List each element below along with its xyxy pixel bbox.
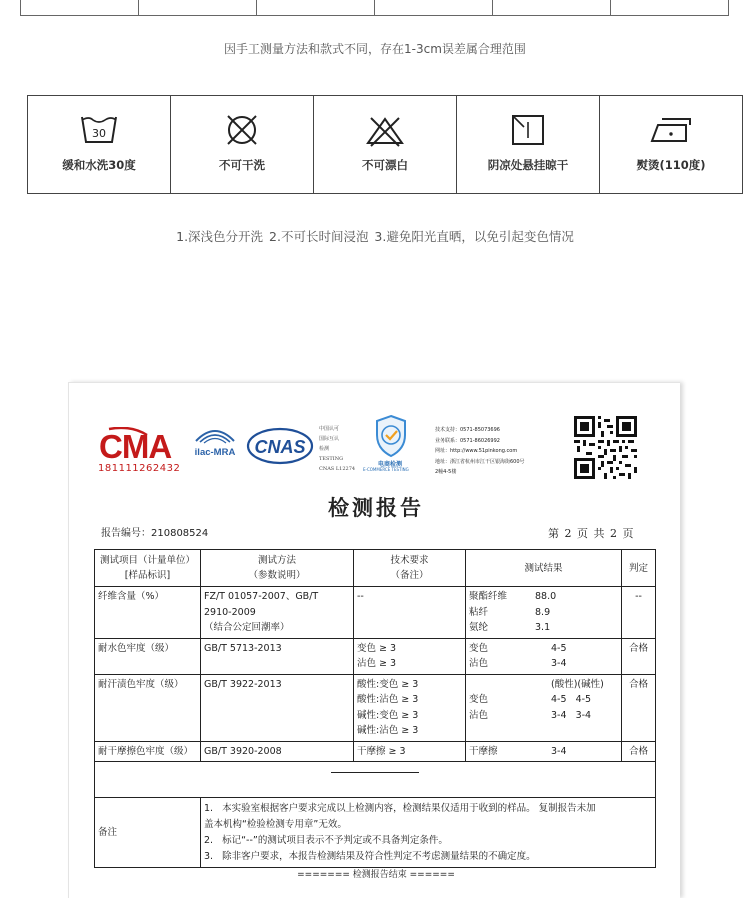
care-label: 缓和水洗30度 — [62, 158, 136, 172]
size-table-bottom — [20, 0, 729, 16]
qr-code-icon — [574, 416, 637, 479]
table-row — [95, 674, 656, 741]
wash-30-icon — [79, 113, 119, 145]
table-row — [95, 587, 656, 639]
row-method: GB/T 3922-2013 — [201, 674, 354, 741]
cma-number: 181111262432 — [98, 463, 181, 474]
report-table — [94, 549, 656, 868]
row-verdict: 合格 — [622, 674, 656, 741]
row-result: 聚酯纤维 88.0 粘纤 8.9 氨纶 3.1 — [466, 587, 622, 639]
blank-cell — [95, 762, 656, 798]
iron-icon — [648, 113, 694, 147]
no-bleach-icon — [363, 113, 407, 147]
size-table-cell — [139, 0, 257, 15]
wash-tips: 1.深浅色分开洗 2.不可长时间浸泡 3.避免阳光直晒，以免引起变色情况 — [176, 229, 574, 244]
page-number: 第 2 页 共 2 页 — [548, 527, 634, 540]
row-requirement: 干摩擦 ≥ 3 — [354, 741, 466, 762]
accreditation-text — [319, 424, 355, 474]
size-table-cell — [257, 0, 375, 15]
row-requirement: 变色 ≥ 3 沾色 ≥ 3 — [354, 638, 466, 674]
table-row — [95, 741, 656, 762]
row-item: 耐干摩擦色牢度（级） — [95, 741, 201, 762]
contact-line: 业务联系：0571-86026992 — [435, 437, 500, 444]
care-iron — [600, 96, 742, 193]
row-method: GB/T 5713-2013 — [201, 638, 354, 674]
cma-logo-text: CMA — [99, 428, 172, 463]
care-no-bleach — [314, 96, 457, 193]
header-item: 测试项目（计量单位） [样品标识] — [95, 550, 201, 587]
cma-logo — [97, 427, 179, 463]
accreditation-line: 国际互认 — [319, 436, 340, 442]
accreditation-line: 中国认可 — [319, 426, 340, 432]
care-label: 阴凉处悬挂晾干 — [487, 158, 569, 172]
contact-line: 2幢4-5楼 — [435, 469, 457, 475]
row-verdict: -- — [622, 587, 656, 639]
lab-contact — [435, 425, 525, 478]
row-result: 变色 4-5 沾色 3-4 — [466, 638, 622, 674]
row-result: 干摩擦 3-4 — [466, 741, 622, 762]
ecommerce-shield-icon — [373, 413, 409, 459]
header-requirement: 技术要求 （备注） — [354, 550, 466, 587]
cnas-logo — [246, 426, 314, 466]
size-note: 因手工测量方法和款式不同，存在1-3cm误差属合理范围 — [224, 42, 526, 56]
row-method: FZ/T 01057-2007、GB/T 2910-2009 （结合公定回潮率） — [201, 587, 354, 639]
report-end: ======= 检测报告结束 ====== — [297, 870, 455, 880]
header-result: 测试结果 — [466, 550, 622, 587]
size-table-cell — [611, 0, 728, 15]
ecommerce-label: 电商检测 — [378, 461, 403, 468]
row-method: GB/T 3920-2008 — [201, 741, 354, 762]
care-label: 熨烫(110度) — [636, 158, 706, 172]
remarks-label: 备注 — [95, 798, 201, 868]
accreditation-line: CNAS L12274 — [319, 466, 356, 472]
ecommerce-sub: E-COMMERCE TESTING — [363, 467, 409, 472]
header-verdict: 判定 — [622, 550, 656, 587]
care-wash-30 — [28, 96, 171, 193]
size-table-cell — [21, 0, 139, 15]
row-item: 纤维含量（%） — [95, 587, 201, 639]
care-no-dry-clean — [171, 96, 314, 193]
row-requirement: 酸性:变色 ≥ 3 酸性:沾色 ≥ 3 碱性:变色 ≥ 3 碱性:沾色 ≥ 3 — [354, 674, 466, 741]
contact-line: 技术支持：0571-85073696 — [435, 427, 500, 433]
row-item: 耐水色牢度（级） — [95, 638, 201, 674]
care-label: 不可漂白 — [362, 158, 408, 172]
test-report — [68, 382, 680, 898]
wash-temp: 30 — [92, 127, 106, 140]
contact-line: 网址：http://www.51pinkong.com — [435, 448, 518, 454]
care-instructions — [27, 95, 743, 194]
blank-row — [95, 762, 656, 798]
ilac-text: ilac-MRA — [194, 447, 236, 458]
report-title: 检测报告 — [328, 495, 424, 520]
cnas-text: CNAS — [254, 437, 306, 457]
table-header — [95, 550, 656, 587]
row-item: 耐汗渍色牢度（级） — [95, 674, 201, 741]
care-shade-hang-dry — [457, 96, 600, 193]
table-row — [95, 638, 656, 674]
contact-line: 地址：浙江省杭州市江干区银海街600号 — [435, 458, 525, 465]
accreditation-line: 检测 — [319, 446, 330, 452]
size-table-cell — [375, 0, 493, 15]
row-verdict: 合格 — [622, 638, 656, 674]
care-label: 不可干洗 — [219, 158, 265, 172]
end-line — [331, 772, 419, 773]
no-dry-clean-icon — [222, 113, 262, 147]
row-result: (酸性)(碱性) 变色 4-5 4-5 沾色 3-4 3-4 — [466, 674, 622, 741]
accreditation-line: TESTING — [319, 456, 344, 462]
size-table-cell — [493, 0, 611, 15]
ilac-mra-logo — [188, 425, 242, 463]
header-method: 测试方法 （参数说明） — [201, 550, 354, 587]
remarks-row — [95, 798, 656, 868]
row-requirement: -- — [354, 587, 466, 639]
remarks-content: 1. 本实验室根据客户要求完成以上检测内容，检测结果仅适用于收到的样品。 复制报告未加 盖本机构“检验检测专用章”无效。 2. 标记“--”的测试项目表示不予判定或不具备判定条件。 3. 除非客户要求，本报告检测结果及符合性判定不考虑测量结果的不确定度。 — [201, 798, 656, 868]
report-number: 报告编号：210808524 — [101, 528, 209, 539]
shade-hang-dry-icon — [510, 113, 546, 147]
row-verdict: 合格 — [622, 741, 656, 762]
